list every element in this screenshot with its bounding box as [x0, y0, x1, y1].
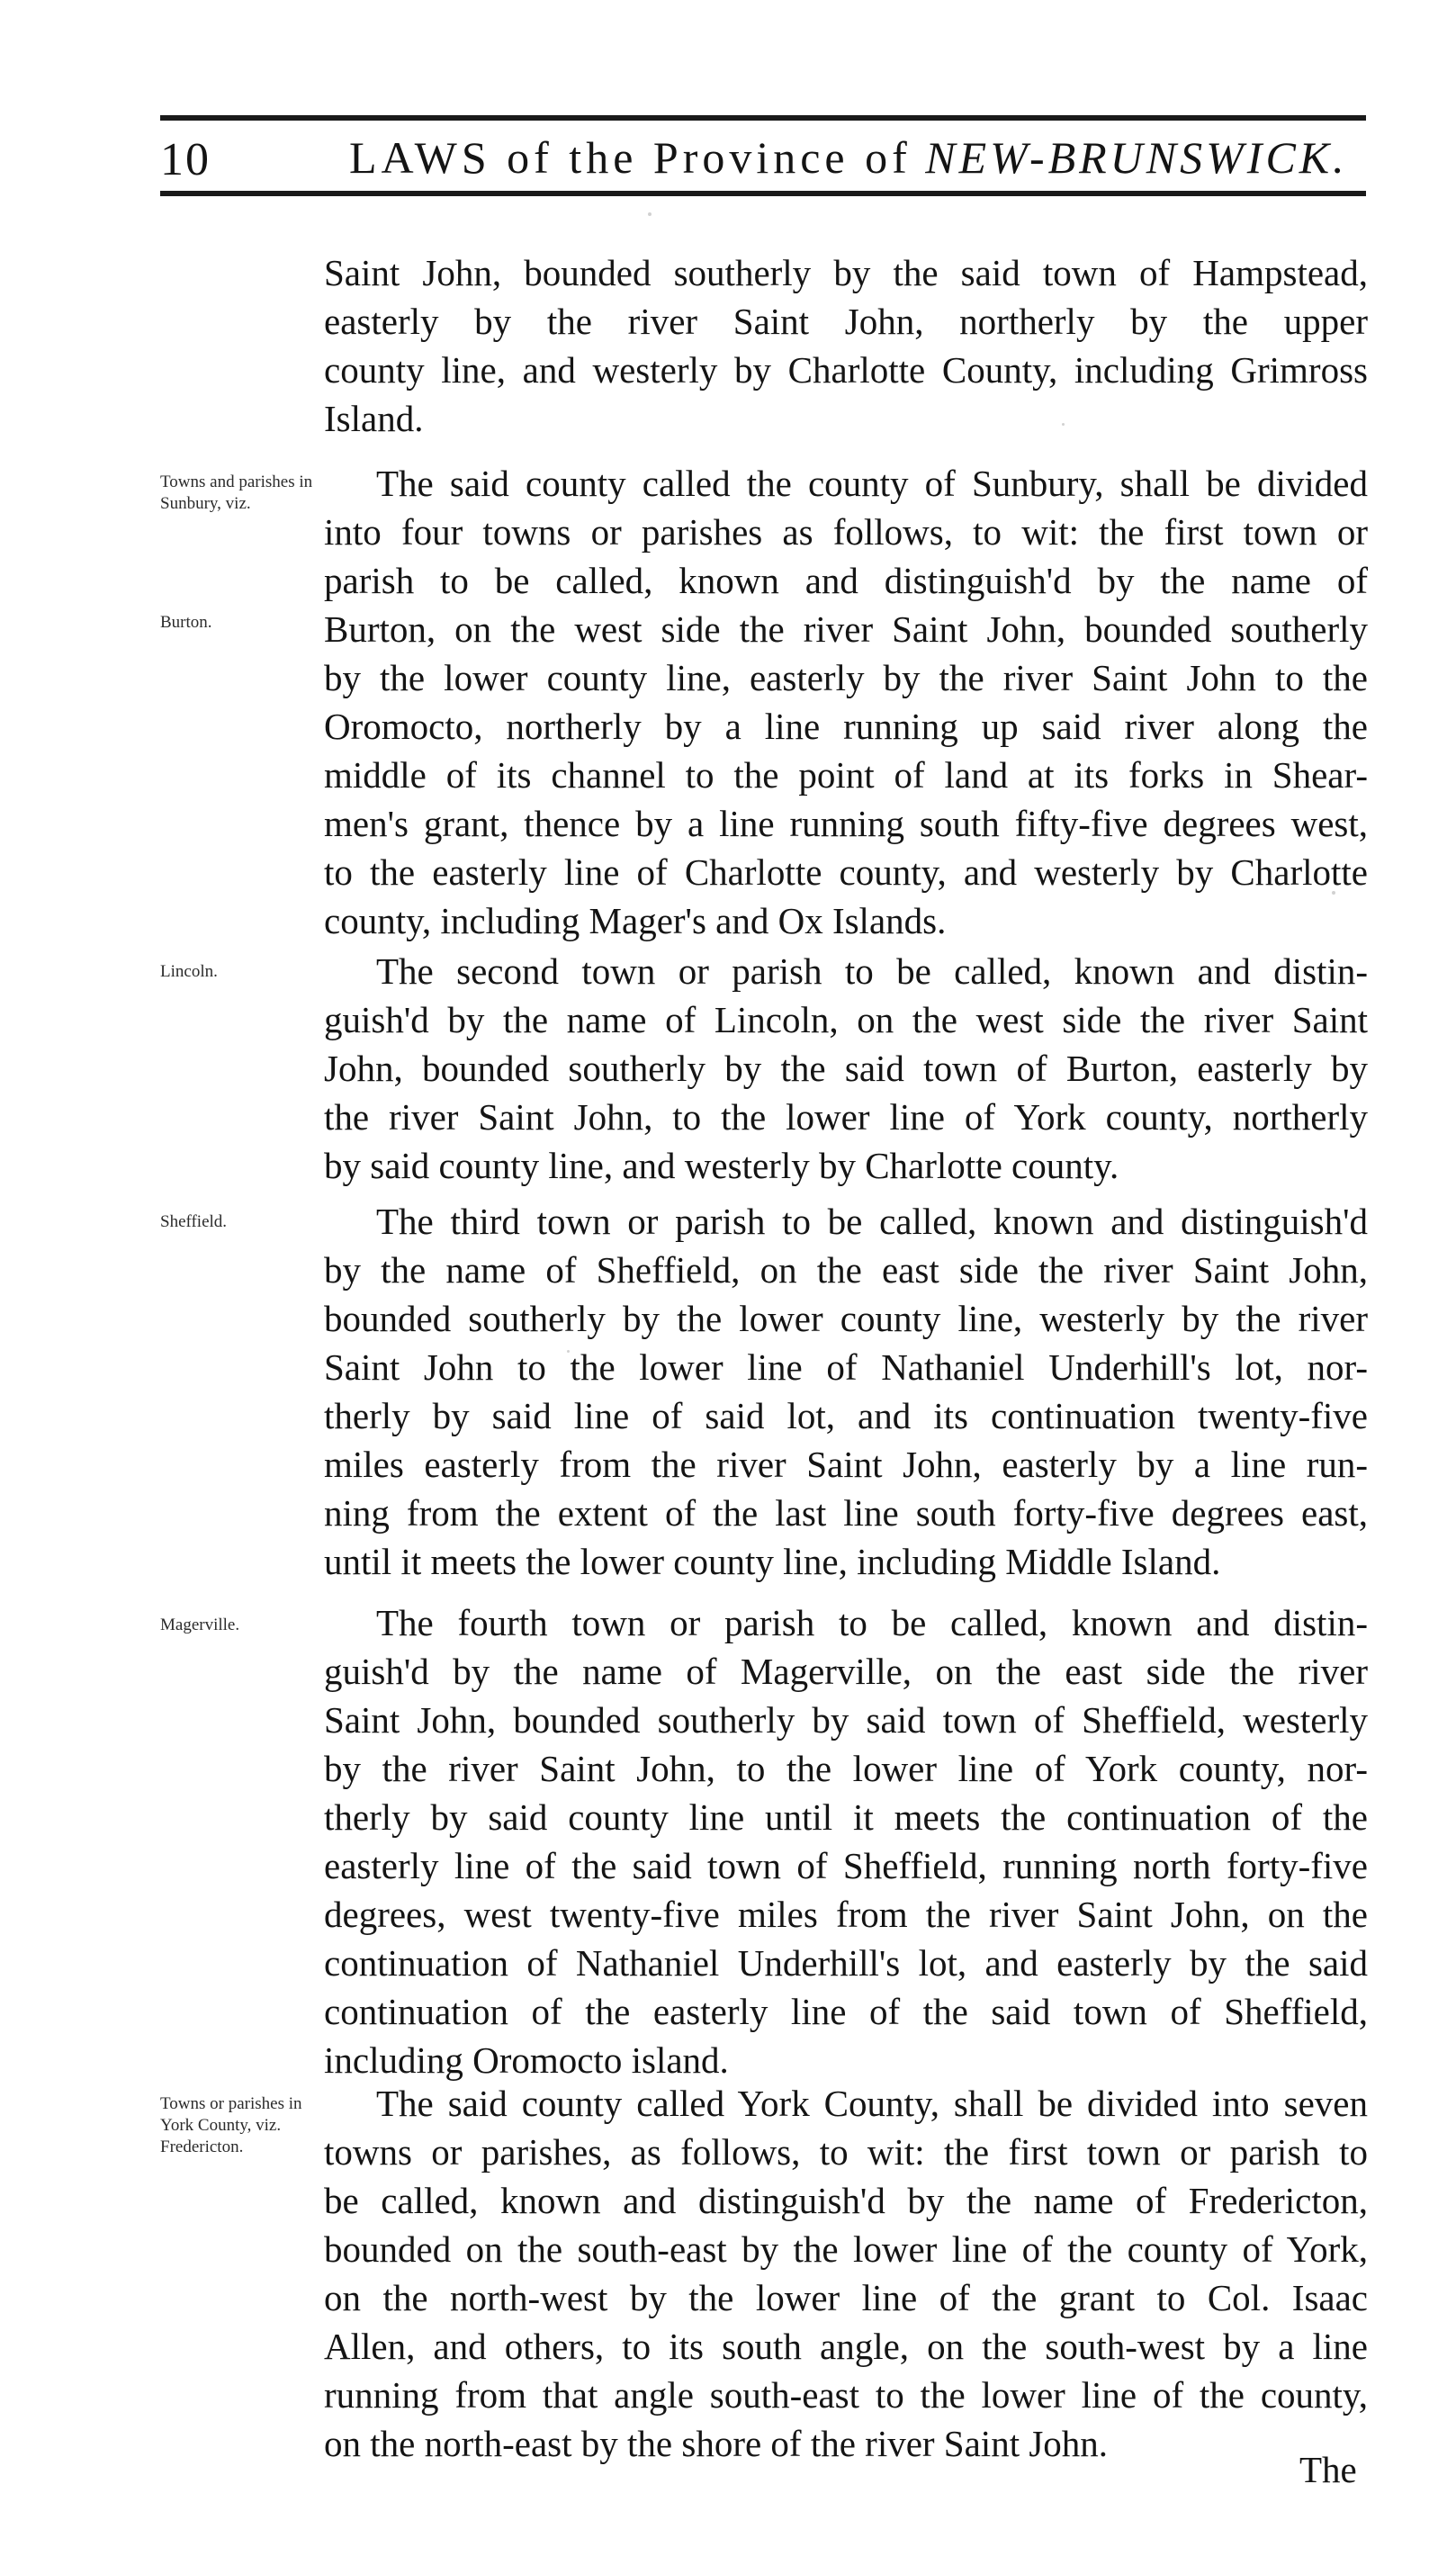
- text-line: The said county called the county of Sunbury, shall be divided: [376, 463, 1368, 504]
- page-number: 10: [160, 134, 211, 185]
- text-line: The said county called York County, shall be divided into seven: [376, 2083, 1368, 2124]
- text-line: towns or parishes, as follows, to wit: the first town or parish to: [324, 2131, 1368, 2173]
- text-line: ning from the extent of the last line south forty-five degrees east,: [324, 1492, 1368, 1534]
- running-title-province: NEW-BRUNSWICK.: [925, 132, 1348, 183]
- text-line: easterly line of the said town of Sheffield, running north forty-five: [324, 1845, 1368, 1886]
- margin-note-sunbury: Towns and parishes in Sunbury, viz.: [160, 472, 313, 513]
- text-line: bounded on the south-east by the lower line of the county of York,: [324, 2228, 1368, 2270]
- paragraph-york: [324, 2079, 1368, 2468]
- text-line: easterly by the river Saint John, northerly by the upper: [324, 301, 1368, 342]
- text-line: middle of its channel to the point of land at its forks in Shear-: [324, 754, 1368, 796]
- paragraph-magerville: [324, 1598, 1368, 2084]
- text-line: bounded southerly by the lower county line, westerly by the river: [324, 1298, 1368, 1339]
- text-line: continuation of Nathaniel Underhill's lot, and easterly by the said: [324, 1942, 1368, 1984]
- text-line: Saint John to the lower line of Nathaniel Underhill's lot, nor-: [324, 1346, 1368, 1388]
- margin-note-sheffield: Sheffield.: [160, 1212, 228, 1231]
- text-line: county line, and westerly by Charlotte County, including Grimross: [324, 349, 1368, 391]
- catchword: The: [1299, 2449, 1357, 2490]
- text-line: by said county line, and westerly by Charlotte county.: [324, 1145, 1119, 1186]
- header-rule-bottom: [160, 191, 1366, 196]
- scan-speck: [1062, 423, 1065, 426]
- text-line: the river Saint John, to the lower line of York county, northerly: [324, 1096, 1368, 1138]
- text-line: The third town or parish to be called, known and distinguish'd: [376, 1201, 1368, 1242]
- text-line: guish'd by the name of Lincoln, on the west side the river Saint: [324, 999, 1368, 1040]
- text-line: running from that angle south-east to the lower line of the county,: [324, 2374, 1368, 2416]
- margin-note-burton: Burton.: [160, 613, 212, 632]
- margin-note-york: Towns or parishes in York County, viz. Fredericton.: [160, 2094, 302, 2156]
- text-line: miles easterly from the river Saint John, easterly by a line run-: [324, 1444, 1368, 1485]
- scan-speck: [567, 1350, 570, 1353]
- margin-note-magerville: Magerville.: [160, 1616, 240, 1634]
- paragraph-sunbury: [324, 459, 1368, 945]
- text-line: therly by said line of said lot, and its continuation twenty-five: [324, 1395, 1368, 1436]
- running-title: [349, 131, 1348, 184]
- text-line: guish'd by the name of Magerville, on the east side the river: [324, 1651, 1368, 1692]
- text-line: Saint John, bounded southerly by said town of Sheffield, westerly: [324, 1699, 1368, 1741]
- scan-speck: [1332, 891, 1335, 895]
- text-line: including Oromocto island.: [324, 2039, 729, 2081]
- text-line: by the lower county line, easterly by the river Saint John to the: [324, 657, 1368, 698]
- text-line: by the name of Sheffield, on the east side the river Saint John,: [324, 1249, 1368, 1291]
- text-line: to the easterly line of Charlotte county, and westerly by Charlotte: [324, 851, 1368, 893]
- text-line: therly by said county line until it meets the continuation of the: [324, 1796, 1368, 1838]
- text-line: degrees, west twenty-five miles from the river Saint John, on the: [324, 1894, 1368, 1935]
- text-line: county, including Mager's and Ox Islands.: [324, 900, 947, 941]
- text-line: The fourth town or parish to be called, known and distin-: [376, 1602, 1368, 1643]
- text-line: be called, known and distinguish'd by the name of Fredericton,: [324, 2180, 1368, 2221]
- page-header: [160, 115, 1366, 196]
- header-rule-top: [160, 115, 1366, 121]
- text-line: until it meets the lower county line, including Middle Island.: [324, 1541, 1221, 1582]
- text-line: by the river Saint John, to the lower line of York county, nor-: [324, 1748, 1368, 1789]
- text-line: Burton, on the west side the river Saint John, bounded southerly: [324, 608, 1368, 650]
- text-line: continuation of the easterly line of the said town of Sheffield,: [324, 1991, 1368, 2032]
- text-line: into four towns or parishes as follows, to wit: the first town or: [324, 511, 1368, 553]
- running-title-prefix: LAWS of the Province of: [349, 132, 912, 183]
- scan-speck: [1170, 1562, 1173, 1565]
- scan-speck: [648, 212, 652, 216]
- paragraph-lincoln: [324, 947, 1368, 1190]
- paragraph-sheffield: [324, 1197, 1368, 1586]
- text-line: on the north-east by the shore of the river Saint John.: [324, 2423, 1109, 2464]
- paragraph-continuation: [324, 248, 1368, 443]
- text-line: Island.: [324, 398, 424, 439]
- text-line: Saint John, bounded southerly by the said town of Hampstead,: [324, 252, 1368, 293]
- margin-note-lincoln: Lincoln.: [160, 962, 218, 981]
- text-line: parish to be called, known and distinguish'd by the name of: [324, 560, 1368, 601]
- text-line: on the north-west by the lower line of the grant to Col. Isaac: [324, 2277, 1368, 2318]
- text-line: Allen, and others, to its south angle, on the south-west by a line: [324, 2326, 1368, 2367]
- text-line: The second town or parish to be called, known and distin-: [376, 950, 1368, 992]
- text-line: John, bounded southerly by the said town of Burton, easterly by: [324, 1048, 1368, 1089]
- text-line: men's grant, thence by a line running south fifty-five degrees west,: [324, 803, 1368, 844]
- text-line: Oromocto, northerly by a line running up said river along the: [324, 706, 1368, 747]
